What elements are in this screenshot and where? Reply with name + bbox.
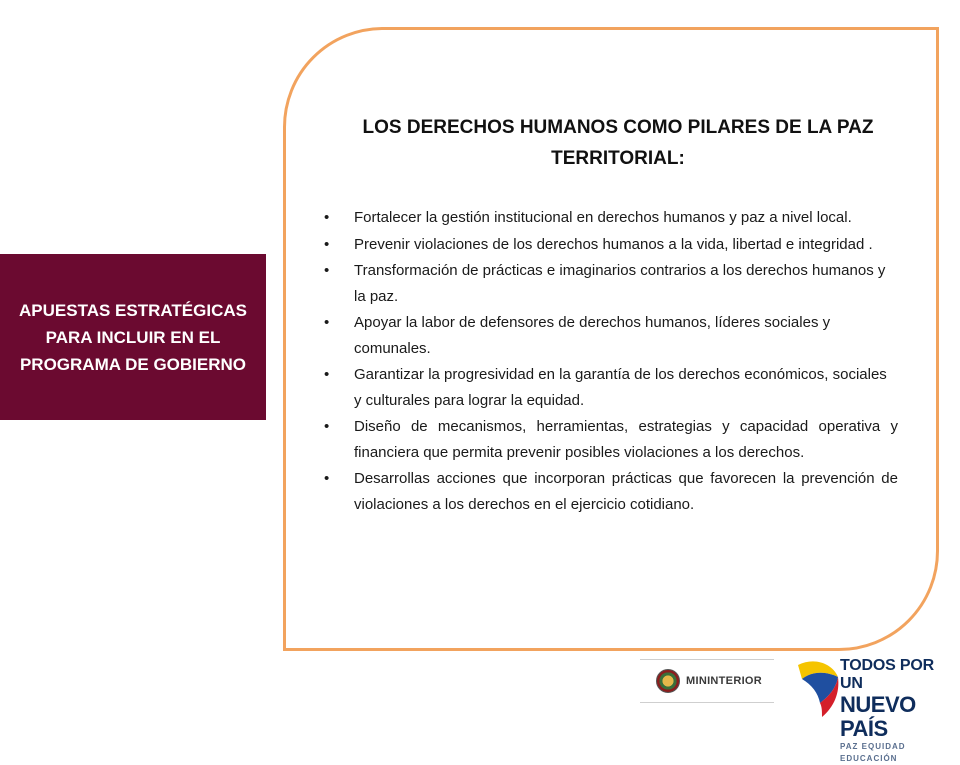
strategic-bets-label: APUESTAS ESTRATÉGICAS PARA INCLUIR EN EL PROGRAMA DE GOBIERNO	[19, 300, 247, 374]
colombia-flag-swoosh-icon	[792, 655, 842, 719]
brand-tagline: PAZ EQUIDAD EDUCACIÓN	[840, 742, 906, 763]
brand-line-1: TODOS POR UN	[840, 657, 934, 692]
list-item: • Fortalecer la gestión institucional en derechos humanos y paz a nivel local.	[324, 205, 898, 231]
list-item: • Diseño de mecanismos, herramientas, estrategias y capacidad operativa y financiera que permita prevenir posibles violaciones a los derechos.	[324, 414, 898, 465]
strategic-bets-box	[0, 254, 266, 420]
colombia-coat-of-arms-icon	[656, 669, 680, 693]
list-item: • Apoyar la labor de defensores de derechos humanos, líderes sociales y comunales.	[324, 310, 898, 361]
list-item: • Garantizar la progresividad en la garantía de los derechos económicos, sociales y culturales para lograr la equidad.	[324, 362, 898, 413]
mininterior-logo	[640, 659, 774, 703]
list-item: • Prevenir violaciones de los derechos humanos a la vida, libertad e integridad .	[324, 232, 898, 258]
mininterior-label: MININTERIOR	[686, 675, 763, 687]
panel-title: LOS DERECHOS HUMANOS COMO PILARES DE LA PAZ TERRITORIAL:	[362, 117, 874, 169]
brand-line-2: NUEVO PAÍS	[840, 692, 916, 741]
bullet-list	[324, 205, 898, 518]
footer-logos	[640, 655, 960, 763]
list-item: • Transformación de prácticas e imaginarios contrarios a los derechos humanos y la paz.	[324, 258, 898, 309]
list-item: • Desarrollas acciones que incorporan prácticas que favorecen la prevención de violaciones a los derechos en el ejercicio cotidiano.	[324, 466, 898, 517]
todos-por-un-nuevo-pais-logo	[840, 657, 960, 765]
